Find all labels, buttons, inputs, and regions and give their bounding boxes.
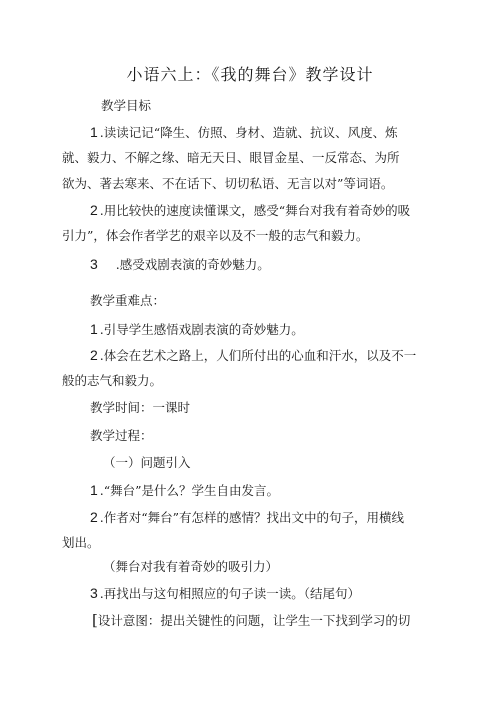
section-1-heading: （一）问题引入 bbox=[103, 455, 191, 470]
design-bracket: [ bbox=[92, 611, 98, 629]
question-1-text: .“舞台”是什么？学生自由发言。 bbox=[99, 483, 280, 498]
question-2-number: 2 bbox=[90, 509, 98, 525]
goal-1-line-2: 就、毅力、不解之缘、暗无天日、眼冒金星、一反常态、为所 bbox=[62, 150, 400, 165]
answer-quote: （舞台对我有着奇妙的吸引力） bbox=[103, 559, 279, 574]
key-1-number: 1 bbox=[90, 321, 98, 337]
design-intent-line bbox=[92, 612, 410, 629]
goal-3-number: 3 bbox=[90, 256, 98, 272]
question-2-line-1 bbox=[90, 509, 404, 526]
key-1-line bbox=[90, 321, 304, 338]
goal-3-text: .感受戏剧表演的奇妙魅力。 bbox=[115, 257, 270, 272]
goal-2-line-2: 引力”，体会作者学艺的艰辛以及不一般的志气和毅力。 bbox=[62, 228, 369, 243]
goal-2-text-a: .用比较快的速度读懂课文，感受“舞台对我有着奇妙的吸 bbox=[99, 203, 411, 218]
key-2-text-a: .体会在艺术之路上，人们所付出的心血和汗水，以及不一 bbox=[99, 348, 417, 363]
key-points-heading: 教学重难点： bbox=[90, 293, 166, 308]
key-2-number: 2 bbox=[90, 347, 98, 363]
question-1-number: 1 bbox=[90, 482, 98, 498]
question-2-line-2: 划出。 bbox=[62, 535, 100, 550]
document-title: 小语六上：《我的舞台》教学设计 bbox=[126, 65, 374, 84]
goal-2-line-1 bbox=[90, 202, 410, 219]
goal-1-line-3: 欲为、著去寒来、不在话下、切切私语、无言以对”等词语。 bbox=[62, 176, 394, 191]
key-1-text: .引导学生感悟戏剧表演的奇妙魅力。 bbox=[99, 322, 304, 337]
question-3-text: .再找出与这句相照应的句子读一读。（结尾句） bbox=[99, 586, 361, 601]
design-intent-text: 设计意图：提出关键性的问题，让学生一下找到学习的切 bbox=[97, 613, 411, 628]
goal-1-number: 1 bbox=[90, 124, 98, 140]
goal-1-line-1 bbox=[90, 124, 398, 141]
goals-heading: 教学目标 bbox=[101, 98, 152, 113]
key-2-line-2: 般的志气和毅力。 bbox=[62, 373, 163, 388]
question-2-text-a: .作者对“舞台”有怎样的感情？找出文中的句子，用横线 bbox=[99, 510, 405, 525]
process-heading: 教学过程： bbox=[90, 428, 153, 443]
teaching-time: 教学时间：一课时 bbox=[90, 400, 191, 415]
question-3-line bbox=[90, 585, 360, 602]
goal-3-line bbox=[90, 256, 270, 273]
key-2-line-1 bbox=[90, 347, 416, 364]
question-3-number: 3 bbox=[90, 585, 98, 601]
goal-1-text-a: .读读记记“降生、仿照、身材、造就、抗议、风度、炼 bbox=[99, 125, 398, 140]
goal-2-number: 2 bbox=[90, 202, 98, 218]
question-1-line bbox=[90, 482, 279, 499]
